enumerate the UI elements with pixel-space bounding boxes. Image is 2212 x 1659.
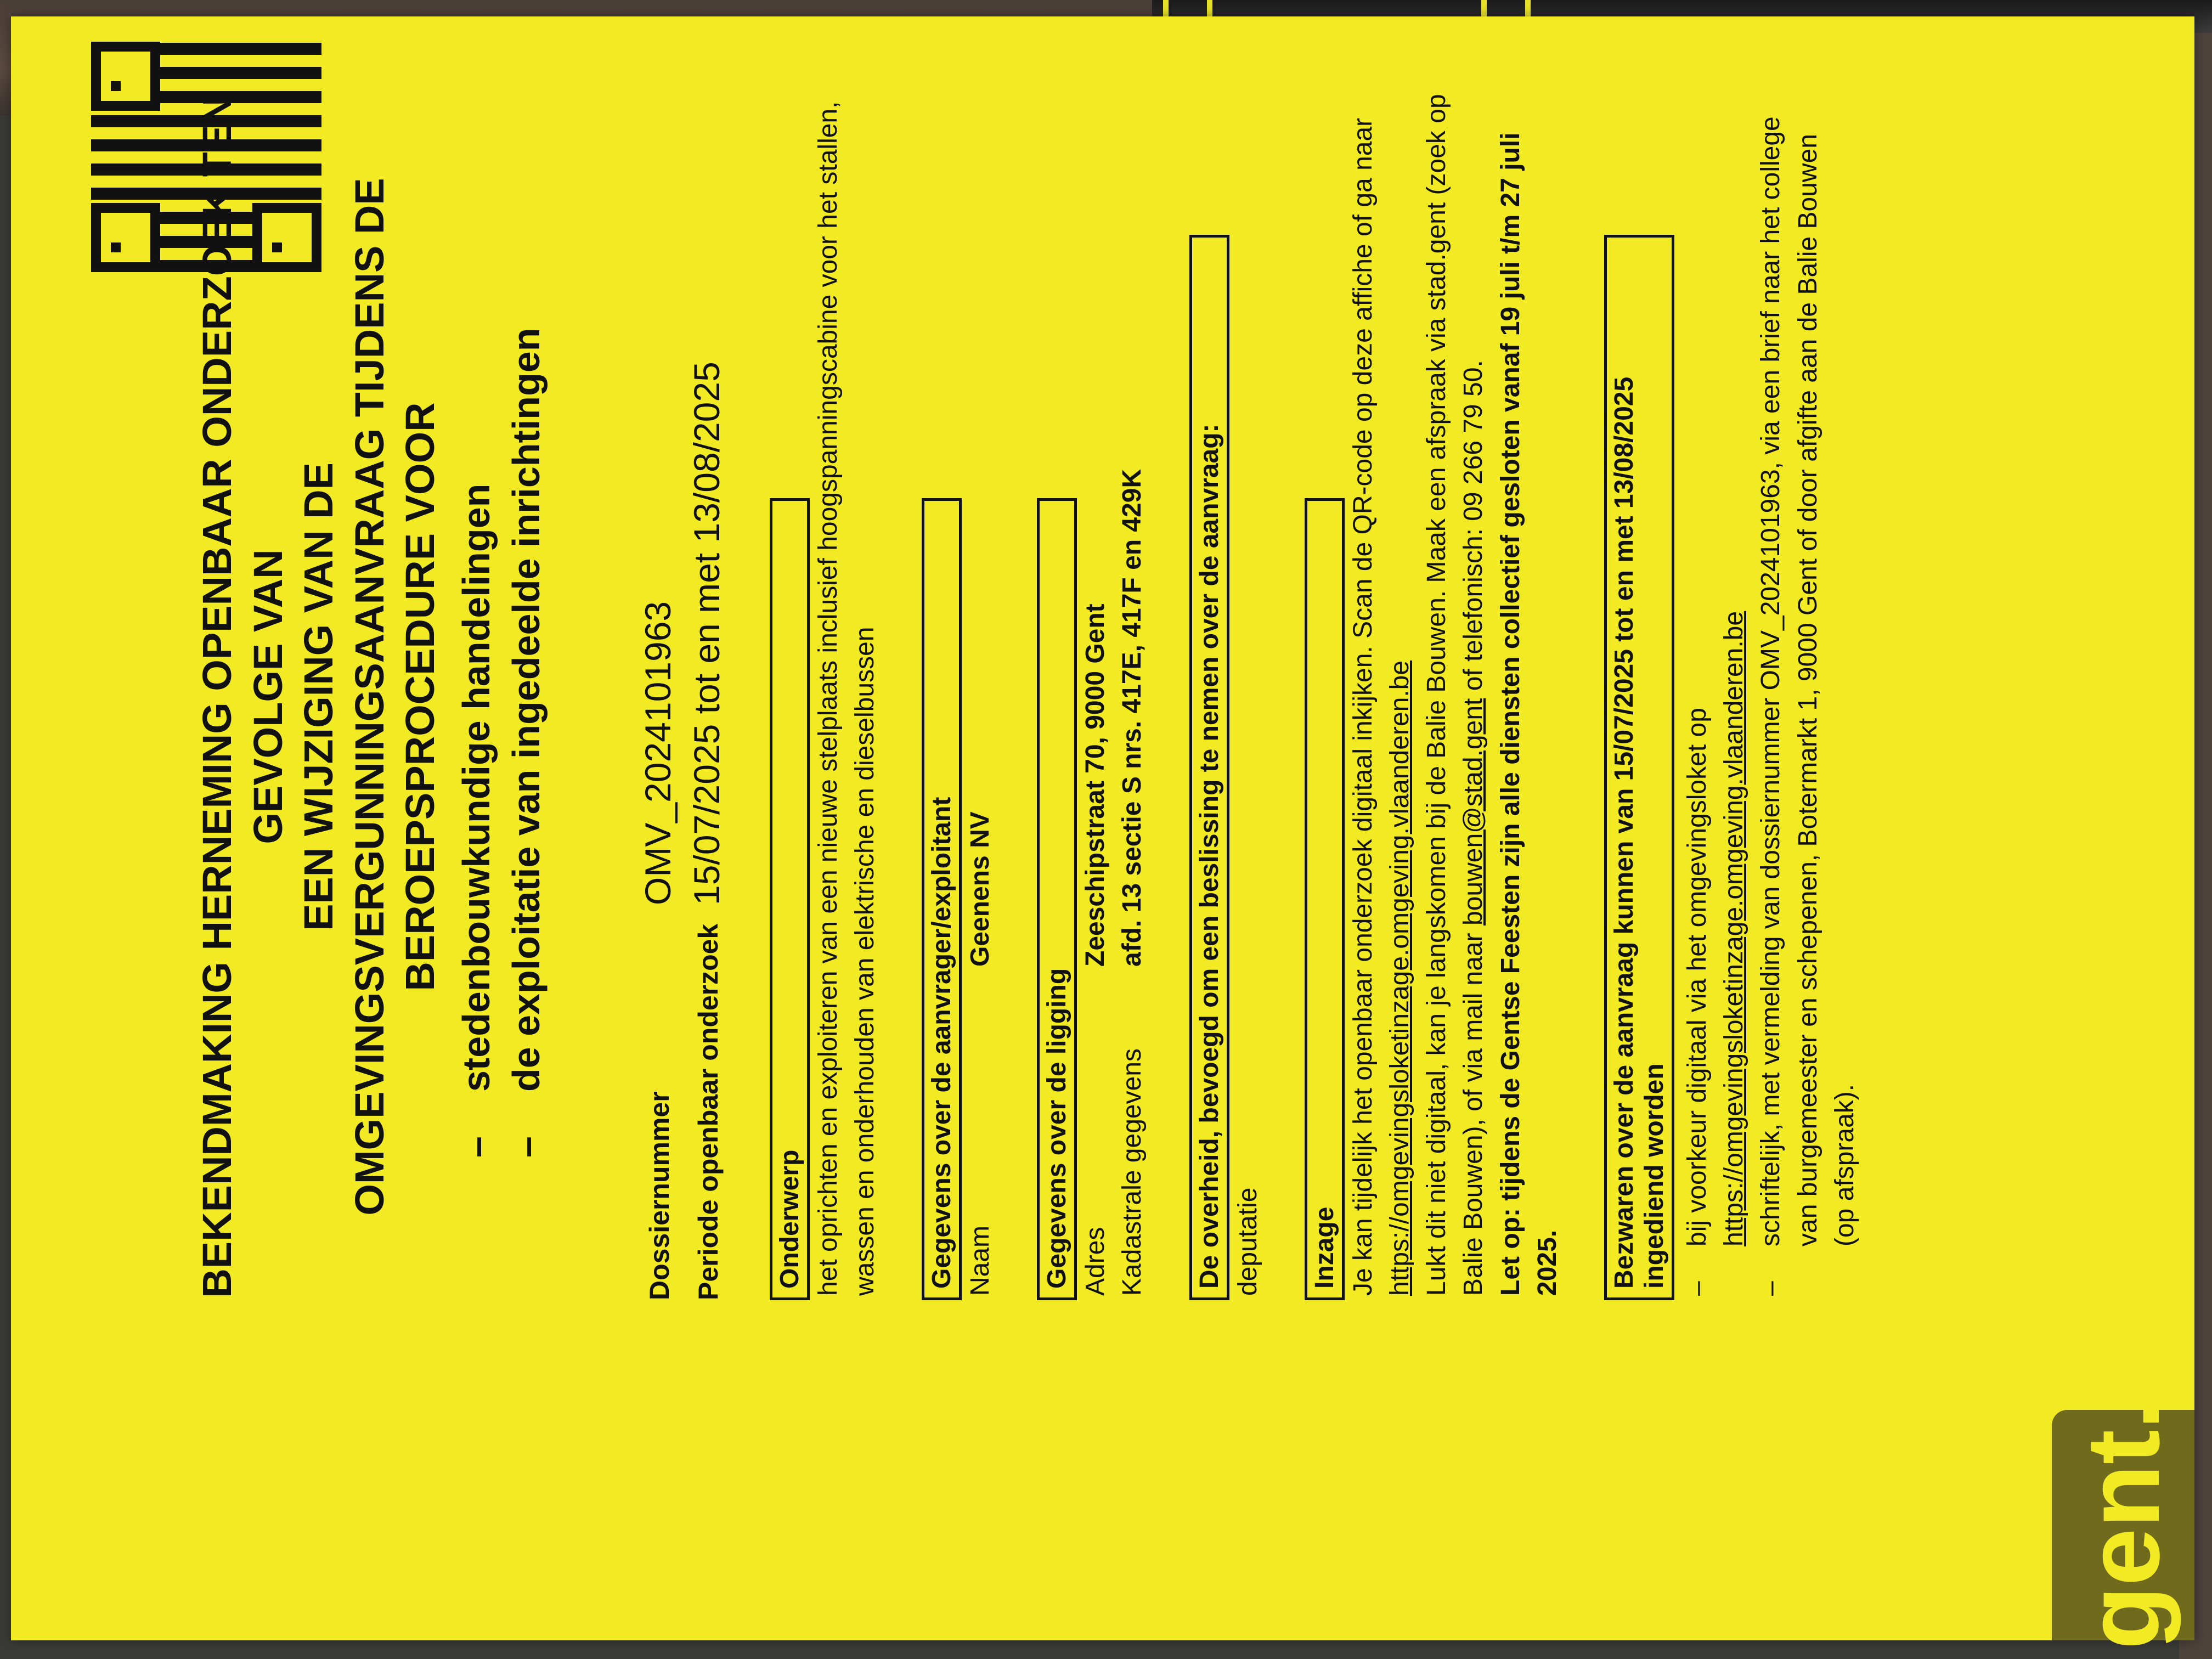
bezwaren-item-schriftelijk: – schriftelijk, met vermelding van dossiernummer OMV_2024101963, via een brief naar het college van burgemeester en schepenen, Botermarkt 1, 9000 Gent of door afgifte aan de Balie Bouwen (op afspraak). xyxy=(1752,93,1863,1296)
section-onderwerp xyxy=(770,93,883,1300)
periode-label: Periode openbaar onderzoek xyxy=(692,923,724,1300)
bouwen-email-link[interactable]: bouwen@stad.gent xyxy=(1459,698,1488,926)
naam-label: Naam xyxy=(966,1225,995,1296)
omgevingsloket-link[interactable]: https://omgevingsloketinzage.omgeving.vlaanderen.be xyxy=(1719,611,1749,1246)
note-label: Let op: xyxy=(1496,1208,1525,1296)
bezwaren-item2-text: schriftelijk, met vermelding van dossiernummer OMV_2024101963, via een brief naar het college van burgemeester en schepenen, Botermarkt 1, 9000 Gent of door afgifte aan de Balie Bouwen (op afspraak). xyxy=(1756,116,1859,1246)
title-bullets xyxy=(452,93,551,1158)
periode-value: 15/07/2025 tot en met 13/08/2025 xyxy=(686,362,727,905)
bullet-stedenbouwkundig: – stedenbouwkundige handelingen xyxy=(452,93,501,1158)
naam-value: Geenens NV xyxy=(966,811,995,967)
onderwerp-heading: Onderwerp xyxy=(770,498,810,1300)
title-line-2: EEN WIJZIGING VAN DE OMGEVINGSVERGUNNINGSAANVRAAG TIJDENS DE xyxy=(296,178,392,1216)
inzage-heading: Inzage xyxy=(1305,498,1345,1300)
inzage-p1: Je kan tijdelijk het openbaar onderzoek digitaal inkijken. Scan de QR-code op deze affiche of ga naar xyxy=(1348,117,1378,1296)
adres-label: Adres xyxy=(1081,1227,1110,1296)
inzage-phone: of telefonisch: 09 266 79 50. xyxy=(1459,360,1488,698)
bezwaren-item1-text: bij voorkeur digitaal via het omgevingsloket op xyxy=(1682,708,1712,1246)
ligging-heading: Gegevens over de ligging xyxy=(1037,498,1077,1300)
overheid-heading: De overheid, bevoegd om een beslissing te nemen over de aanvraag: xyxy=(1189,235,1229,1300)
kadaster-label: Kadastrale gegevens xyxy=(1118,1048,1147,1296)
note-text: tijdens de Gentse Feesten zijn alle diensten collectief gesloten vanaf 19 juli t/m 27 juli 2025. xyxy=(1496,132,1562,1296)
dossier-value: OMV_2024101963 xyxy=(637,601,678,905)
dossier-label: Dossiernummer xyxy=(644,1091,675,1300)
poster-content xyxy=(192,93,1863,1300)
section-bezwaren xyxy=(1604,93,1863,1300)
aanvrager-heading: Gegevens over de aanvrager/exploitant xyxy=(922,498,962,1300)
bezwaren-list xyxy=(1679,93,1863,1296)
kadaster-value: afd. 13 sectie S nrs. 417E, 417F en 429K xyxy=(1118,469,1147,967)
onderwerp-text: het oprichten en exploiteren van een nieuwe stelplaats inclusief hoogspanningscabine voor het stallen, wassen en onderhouden van elektrische en dieselbussen xyxy=(813,101,879,1296)
section-aanvrager xyxy=(922,93,998,1300)
inzage-link[interactable]: https://omgevingsloketinzage.omgeving.vlaanderen.be xyxy=(1385,660,1414,1296)
bezwaren-item-digitaal: – bij voorkeur digitaal via het omgevingsloket op https://omgevingsloketinzage.omgeving.vlaanderen.be xyxy=(1682,611,1749,1296)
title-line-1: BEKENDMAKING HERNEMING OPENBAAR ONDERZOEK TEN GEVOLGE VAN xyxy=(194,95,291,1298)
poster xyxy=(11,16,2194,1650)
dossier-meta xyxy=(634,93,731,1300)
section-ligging xyxy=(1037,93,1150,1300)
gent-logo: gent. xyxy=(2052,1410,2194,1640)
bullet-exploitatie: – de exploitatie van ingedeelde inrichtingen xyxy=(501,93,551,1158)
bezwaren-heading: Bezwaren over de aanvraag kunnen van 15/07/2025 tot en met 13/08/2025 ingediend worden xyxy=(1604,235,1674,1300)
inzage-p2: Lukt dit niet digitaal, kan je langskomen bij de Balie Bouwen. Maak een afspraak via stad.gent (zoek op Balie Bouwen), of via mail naar xyxy=(1422,94,1488,1296)
section-overheid xyxy=(1189,93,1266,1300)
overheid-value: deputatie xyxy=(1233,1187,1262,1296)
inzage-text xyxy=(1345,93,1566,1300)
section-inzage xyxy=(1305,93,1566,1300)
title-line-3: BEROEPSPROCEDURE VOOR xyxy=(397,402,443,991)
adres-value: Zeeschipstraat 70, 9000 Gent xyxy=(1081,603,1110,967)
